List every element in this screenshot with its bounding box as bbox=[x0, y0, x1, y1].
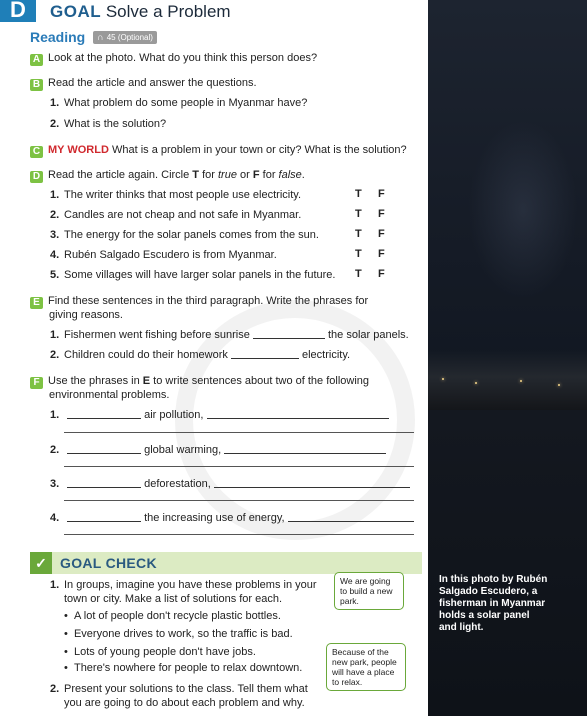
distant-light bbox=[475, 382, 477, 384]
distant-light bbox=[442, 378, 444, 380]
reading-heading: Reading bbox=[30, 29, 86, 45]
checkmark-icon: ✓ bbox=[30, 552, 52, 574]
caption-line: Salgado Escudero, a bbox=[439, 586, 538, 597]
false-option[interactable]: F bbox=[378, 268, 385, 280]
answer-blank[interactable] bbox=[67, 512, 141, 522]
writing-item: 1. air pollution, bbox=[50, 408, 389, 422]
section-letter: C bbox=[30, 146, 43, 158]
bullet-item: • Lots of young people don't have jobs. bbox=[64, 646, 256, 658]
bullet-item: • There's nowhere for people to relax downtown. bbox=[64, 662, 303, 674]
goal-check-title: GOAL CHECK bbox=[60, 555, 157, 571]
true-option[interactable]: T bbox=[355, 228, 362, 240]
answer-line[interactable] bbox=[64, 534, 414, 535]
answer-blank[interactable] bbox=[224, 444, 386, 454]
question-item: 1. What problem do some people in Myanmar have? bbox=[50, 97, 308, 109]
reading-heading-row bbox=[30, 28, 157, 46]
answer-blank[interactable] bbox=[207, 409, 389, 419]
goal-text: Solve a Problem bbox=[105, 2, 231, 21]
sky-glow bbox=[468, 120, 578, 300]
goal-title bbox=[50, 2, 231, 22]
true-false-item: 2. Candles are not cheap and not safe in Myanmar. bbox=[50, 209, 302, 221]
headphones-icon: ∩ bbox=[97, 32, 104, 42]
answer-blank[interactable] bbox=[288, 512, 414, 522]
audio-track-label: 45 (Optional) bbox=[106, 32, 153, 42]
section-d: D Read the article again. Circle T for true or F for false. bbox=[30, 168, 305, 183]
answer-line[interactable] bbox=[64, 466, 414, 467]
writing-item: 3. deforestation, bbox=[50, 477, 410, 491]
section-b bbox=[30, 76, 257, 91]
my-world-label: MY WORLD bbox=[48, 144, 109, 156]
false-option[interactable]: F bbox=[378, 188, 385, 200]
section-f: F Use the phrases in E to write sentences about two of the following bbox=[30, 374, 369, 389]
horizon bbox=[428, 350, 587, 410]
caption-line: In this photo by Rubén bbox=[439, 574, 548, 585]
speech-bubble: We are going to build a new park. bbox=[334, 572, 404, 610]
section-letter: F bbox=[30, 377, 43, 389]
answer-line[interactable] bbox=[64, 500, 414, 501]
lesson-badge: D bbox=[0, 0, 36, 22]
question-item: 2. What is the solution? bbox=[50, 118, 167, 130]
section-letter: A bbox=[30, 54, 43, 66]
true-option[interactable]: T bbox=[355, 248, 362, 260]
fill-in-item: 2. Children could do their homework electricity. bbox=[50, 349, 351, 361]
goal-word: GOAL bbox=[50, 2, 102, 21]
true-option[interactable]: T bbox=[355, 208, 362, 220]
false-option[interactable]: F bbox=[378, 248, 385, 260]
false-option[interactable]: F bbox=[378, 208, 385, 220]
bullet-item: • A lot of people don't recycle plastic bottles. bbox=[64, 610, 281, 622]
true-false-item: 3. The energy for the solar panels comes from the sun. bbox=[50, 229, 319, 241]
section-instruction: Look at the photo. What do you think this person does? bbox=[48, 52, 318, 64]
caption-line: and light. bbox=[439, 622, 484, 633]
answer-blank[interactable] bbox=[67, 444, 141, 454]
goal-check-item: 1. In groups, imagine you have these problems in your bbox=[50, 579, 317, 591]
writing-item: 2. global warming, bbox=[50, 443, 386, 457]
section-instruction-cont: environmental problems. bbox=[49, 389, 170, 401]
section-letter: E bbox=[30, 297, 43, 309]
answer-blank[interactable] bbox=[67, 478, 141, 488]
fill-in-item: 1. Fishermen went fishing before sunrise the solar panels. bbox=[50, 329, 409, 341]
answer-blank[interactable] bbox=[214, 478, 410, 488]
section-instruction: Read the article and answer the questions. bbox=[48, 77, 257, 89]
caption-line: holds a solar panel bbox=[439, 610, 530, 621]
ground bbox=[428, 410, 587, 716]
true-false-item: 5. Some villages will have larger solar panels in the future. bbox=[50, 269, 336, 281]
bullet-item: • Everyone drives to work, so the traffic is bad. bbox=[64, 628, 293, 640]
goal-check-item-cont: town or city. Make a list of solutions for each. bbox=[64, 593, 283, 605]
true-false-item: 1. The writer thinks that most people use electricity. bbox=[50, 189, 302, 201]
audio-track-chip[interactable] bbox=[93, 31, 157, 44]
true-option[interactable]: T bbox=[355, 188, 362, 200]
section-a bbox=[30, 51, 317, 66]
true-option[interactable]: T bbox=[355, 268, 362, 280]
answer-blank[interactable] bbox=[67, 409, 141, 419]
section-letter: B bbox=[30, 79, 43, 91]
section-letter: D bbox=[30, 171, 43, 183]
distant-light bbox=[558, 384, 560, 386]
photo-caption bbox=[439, 574, 569, 634]
caption-line: fisherman in Myanmar bbox=[439, 598, 546, 609]
answer-line[interactable] bbox=[64, 432, 414, 433]
section-c bbox=[30, 143, 407, 158]
section-instruction: What is a problem in your town or city? What is the solution? bbox=[108, 144, 407, 156]
section-instruction-cont: giving reasons. bbox=[49, 309, 123, 321]
false-option[interactable]: F bbox=[378, 228, 385, 240]
true-false-item: 4. Rubén Salgado Escudero is from Myanmar. bbox=[50, 249, 277, 261]
writing-item: 4. the increasing use of energy, bbox=[50, 511, 414, 525]
speech-bubble: Because of the new park, people will have a place to relax. bbox=[326, 643, 406, 691]
distant-light bbox=[520, 380, 522, 382]
goal-check-item-cont: you are going to do about each problem and why. bbox=[64, 697, 305, 709]
section-instruction: Find these sentences in the third paragraph. Write the phrases for bbox=[48, 295, 369, 307]
goal-check-item: 2. Present your solutions to the class. Tell them what bbox=[50, 683, 308, 695]
